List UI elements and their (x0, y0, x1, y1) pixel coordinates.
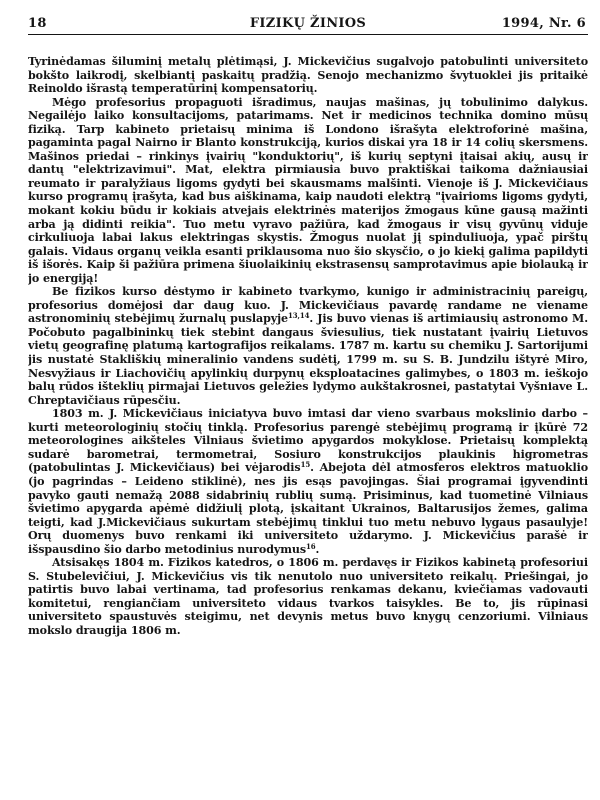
footnote-reference: 16 (305, 541, 316, 551)
paragraph-text: 1803 m. J. Mickevičiaus iniciatyva buvo imtasi dar vieno svarbaus mokslinio darbo – kurti meteorologinių stočių tinklą. Profesorius parengė stebėjimų programą ir įkūrė 72 meteorologines aikšteles Vilniaus švietimo apygardos mokyklose. Prietaisų komplektą sudarė barometrai, termometrai, Sosiuro konstrukcijos plaukinis higrometras (patobulintas J. Mickevičiaus) bei vėjarodis (28, 407, 588, 475)
paragraph-3 (28, 285, 588, 407)
paragraph-text: Be fizikos kurso dėstymo ir kabineto tvarkymo, kunigo ir administracinių pareigų, profesorius domėjosi dar daug kuo. J. Mickevičiaus pavardę randame ne viename astronominių stebėjimų žurnalų puslapyje (28, 285, 588, 326)
footnote-reference: 13,14 (287, 311, 310, 321)
paragraph-5 (28, 556, 588, 637)
paragraph-1 (28, 55, 588, 96)
page-number: 18 (28, 16, 47, 31)
journal-title: FIZIKŲ ŽINIOS (249, 16, 367, 31)
paragraph-text-continued: . Jis buvo vienas iš artimiausių astronomo M. Počobuto pagalbininkų tiek stebint dangaus šviesulius, tiek nustatant įvairių Lietuvos vietų geografinę platumą kartografijos reikalams. 1787 m. kartu su chemiku J. Sartorijumi jis nustatė Stakliškių mineralinio vandens sudėtį, 1799 m. su S. B. Jundzilu ištyrė Miro, Nesvyžiaus ir Liachovičių apylinkių durpynų eksploatacines galimybes, o 1803 m. ieškojo balų rūdos išteklių pirmajai Lietuvos geležies lydymo aukštakrosnei, pastatytai Vyšnіave L. Chreptavičiaus rūpesčiu. (28, 312, 588, 407)
paragraph-text-continued: . Abejota dėl atmosferos elektros matuoklio (jo pagrindas – Leideno stiklinė), nes jis esąs pavojingas. Šiai programai įgyvendinti pavyko gauti nemažą 2088 sidabrinių rublių sumą. Prisiminus, kad tuometinė Vilniaus švietimo apygarda apėmė didžiulį plotą, įskaitant Ukrainos, Baltarusijos žemes, galima teigti, kad J.Mickevičiaus sukurtam stebėjimų tinklui tuo metu nebuvo lygaus pasaulyje! Orų duomenys buvo renkami iki universiteto uždarymo. J. Mickevičius parašė ir išspausdino šio darbo metodinius nurodymus (28, 461, 588, 556)
paragraph-text: Mėgo profesorius propaguoti išradimus, naujas mašinas, jų tobulinimo dalykus. Negailėjo laiko konsultacijoms, patarimams. Net ir medicinos technika domino mūsų fiziką. Tarp kabineto prietaisų minima iš Londono išrašyta elektroforinė mašina, pagaminta pagal Nairno ir Blanto konstrukciją, kurios diskai yra 18 ir 14 colių skersmens. Mašinos priedai – rinkinys įvairių "konduktorių", iš kurių septyni įtaisai akių, ausų ir dantų "elektrizavimui". Mat, elektra pirmiausia buvo praktiškai taikoma dažniausiai reumato ir paralyžiaus ligoms gydyti bei skausmams malšinti. Vienoje iš J. Mickevičiaus kurso programų įrašyta, kad bus aiškinama, kaip naudoti elektrą "įvairioms ligoms gydyti, mokant kokiu būdu ir kokiais atvejais elektrinės materijos žmogaus kūne gausą mažinti arba ją didinti reikia". Tuo metu vyravo pažiūra, kad žmogaus ir visų gyvūnų viduje cirkuliuoja labai lakus elektringas skystis. Žmogus nuolat jį spinduliuoja, ypač pirštų galais. Vidaus organų veikla esanti priklausoma nuo šio skysčio, o jo kiekį galima papildyti iš išorės. Kaip ši pažiūra primena šiuolaikinių ekstrasensų samprotavimus apie biolauką ir jo energiją! (28, 95, 588, 285)
running-header (28, 8, 588, 35)
paragraph-text: Tyrinėdamas šiluminį metalų plėtimąsi, J. Mickevičius sugalvojo patobulinti universiteto bokšto laikrodį, skelbiantį paskaitų pradžią. Senojo mechanizmo švytuoklei jis pritaikė Reinoldo išrastą temperatūrinį kompensatorių. (28, 55, 588, 96)
paragraph-text: Atsisakęs 1804 m. Fizikos katedros, o 1806 m. perdavęs ir Fizikos kabinetą profesoriui S. Stubelevičiui, J. Mickevičius vis tik nenutolo nuo universiteto reikalų. Priešingai, jo patirtis buvo labai vertinama, tad profesorius renkamas dekanu, kviečiamas vadovauti komitetui, rengiančiam universiteto vidaus tvarkos taisykles. Be to, jis rūpinasi universiteto spaustuvės steigimu, net devynis metus buvo knygų cenzoriumi. Vilniaus mokslo draugija 1806 m. (28, 556, 588, 637)
paragraph-text-end: . (315, 542, 320, 556)
issue-info: 1994, Nr. 6 (501, 16, 586, 31)
paragraph-4 (28, 407, 588, 556)
footnote-reference: 15 (300, 460, 311, 470)
article-body (28, 55, 588, 638)
document-page (28, 8, 588, 792)
paragraph-2 (28, 96, 588, 286)
